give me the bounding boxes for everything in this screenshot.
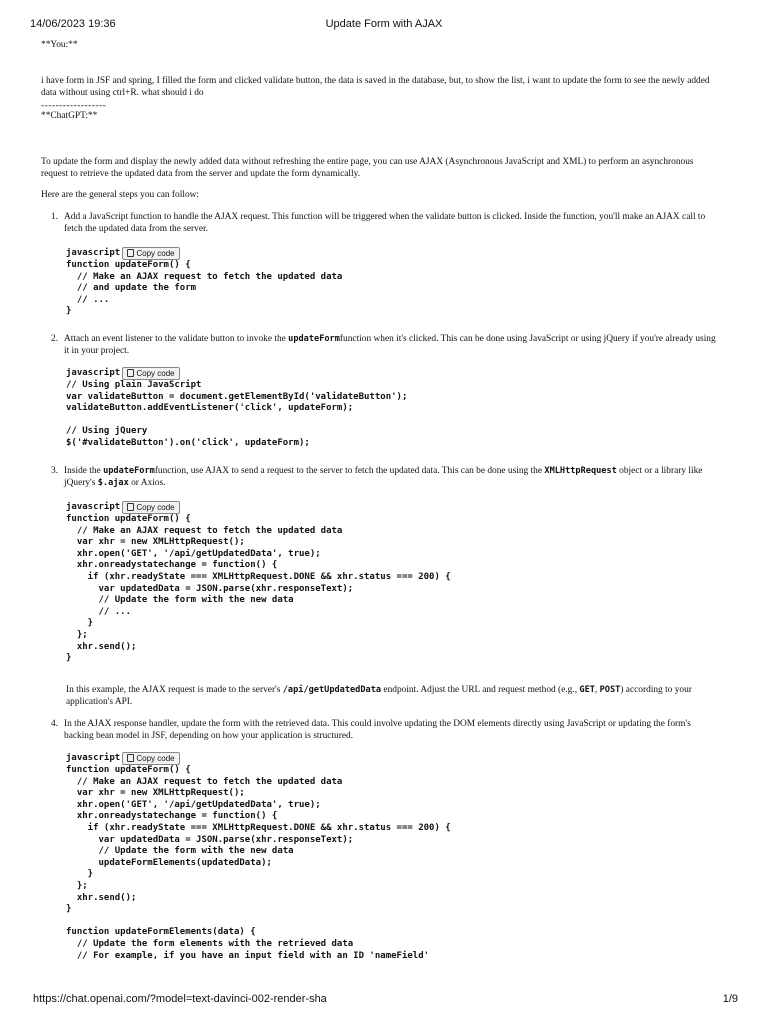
code-language: javascript bbox=[66, 368, 121, 378]
copy-code-label: Copy code bbox=[136, 503, 175, 512]
step-number: 4. bbox=[51, 719, 59, 729]
inline-code: updateForm bbox=[103, 466, 155, 476]
inline-code: updateForm bbox=[288, 334, 340, 344]
step-text: Attach an event listener to the validate button to invoke the updateFormfunction when it's clicked. This can be done using JavaScript or using jQuery if you're already using it in your project. bbox=[64, 334, 716, 356]
print-title: Update Form with AJAX bbox=[325, 18, 443, 30]
code-block-3 bbox=[66, 501, 626, 665]
copy-code-label: Copy code bbox=[136, 754, 175, 763]
clipboard-icon bbox=[127, 754, 134, 762]
code-snippet: function updateForm() { // Make an AJAX request to fetch the updated data var xhr = new XMLHttpRequest(); xhr.open('GET', '/api/getUpdatedData', true); xhr.onreadystatechange = function() { if (xhr.readyState === XMLHttpRequest.DONE && xhr.status === 200) { var updatedData = JSON.parse(xhr.responseText); // Update the form with the new data updateFormElements(updatedData); } }; xhr.send(); } function updateFormElements(data) { // Update the form elements with the retrieved data // For example, if you have an input field with an ID 'nameField' bbox=[66, 765, 451, 961]
user-label: **You:** bbox=[41, 40, 78, 50]
user-question: i have form in JSF and spring, I filled the form and clicked validate button, the data is saved in the database, but, to show the list, i want to update the form to see the newly added data without using ctrl+R. what should i do bbox=[41, 76, 710, 98]
assistant-intro: To update the form and display the newly added data without refreshing the entire page, you can use AJAX (Asynchronous JavaScript and XML) to perform an asynchronous request to retrieve the updated data from the server and update the form dynamically. bbox=[41, 157, 694, 179]
code-block-4 bbox=[66, 752, 626, 962]
copy-code-button[interactable] bbox=[122, 752, 180, 765]
copy-code-button[interactable] bbox=[122, 501, 180, 514]
copy-code-button[interactable] bbox=[122, 247, 180, 260]
copy-code-label: Copy code bbox=[136, 249, 175, 258]
code-language: javascript bbox=[66, 753, 121, 763]
step-text: Add a JavaScript function to handle the AJAX request. This function will be triggered when the validate button is clicked. Inside the function, you'll make an AJAX call to fetch the updated data from the server. bbox=[64, 212, 706, 234]
step-1 bbox=[51, 212, 721, 235]
step-number: 1. bbox=[51, 212, 59, 222]
clipboard-icon bbox=[127, 369, 134, 377]
code-block-2 bbox=[66, 367, 626, 450]
copy-code-button[interactable] bbox=[122, 367, 180, 380]
page-number: 1/9 bbox=[722, 993, 738, 1005]
step-2 bbox=[51, 334, 721, 357]
step-text: Inside the updateFormfunction, use AJAX to send a request to the server to fetch the updated data. This can be done using the XMLHttpRequest object or a library like jQuery's $.ajax or Axios. bbox=[64, 466, 703, 488]
clipboard-icon bbox=[127, 503, 134, 511]
steps-intro: Here are the general steps you can follow: bbox=[41, 190, 200, 200]
step-3-note: In this example, the AJAX request is made to the server's /api/getUpdatedData endpoint. Adjust the URL and request method (e.g., GET, POST) according to your application's API. bbox=[66, 685, 692, 707]
code-snippet: function updateForm() { // Make an AJAX request to fetch the updated data var xhr = new XMLHttpRequest(); xhr.open('GET', '/api/getUpdatedData', true); xhr.onreadystatechange = function() { if (xhr.readyState === XMLHttpRequest.DONE && xhr.status === 200) { var updatedData = JSON.parse(xhr.responseText); // Update the form with the new data // ... } }; xhr.send(); } bbox=[66, 514, 451, 664]
copy-code-label: Copy code bbox=[136, 369, 175, 378]
clipboard-icon bbox=[127, 249, 134, 257]
step-4 bbox=[51, 719, 721, 742]
step-number: 3. bbox=[51, 466, 59, 476]
inline-code: $.ajax bbox=[97, 477, 129, 488]
print-url: https://chat.openai.com/?model=text-davinci-002-render-sha bbox=[33, 993, 327, 1005]
assistant-label: **ChatGPT:** bbox=[41, 111, 98, 121]
code-snippet: function updateForm() { // Make an AJAX request to fetch the updated data // and update the form // ... } bbox=[66, 260, 343, 317]
code-block-1 bbox=[66, 247, 626, 318]
step-number: 2. bbox=[51, 334, 59, 344]
print-datetime: 14/06/2023 19:36 bbox=[30, 18, 116, 30]
step-3 bbox=[51, 466, 721, 489]
separator: ------------------ bbox=[41, 101, 107, 111]
print-footer bbox=[33, 993, 738, 1007]
code-snippet: // Using plain JavaScript var validateButton = document.getElementById('validateButton'); validateButton.addEventListener('click', updateForm); // Using jQuery $('#validateButton').on('click', updateForm); bbox=[66, 380, 408, 448]
step-text: In the AJAX response handler, update the form with the retrieved data. This could involve updating the DOM elements directly using JavaScript or updating the form's backing bean model in JSF, depending on how your application is structured. bbox=[64, 719, 691, 741]
code-language: javascript bbox=[66, 248, 121, 258]
code-language: javascript bbox=[66, 502, 121, 512]
inline-code: /api/getUpdatedData bbox=[282, 685, 382, 695]
inline-code: XMLHttpRequest bbox=[544, 466, 617, 476]
inline-code: POST bbox=[599, 685, 621, 695]
inline-code: GET bbox=[579, 685, 595, 695]
print-header bbox=[30, 18, 738, 32]
